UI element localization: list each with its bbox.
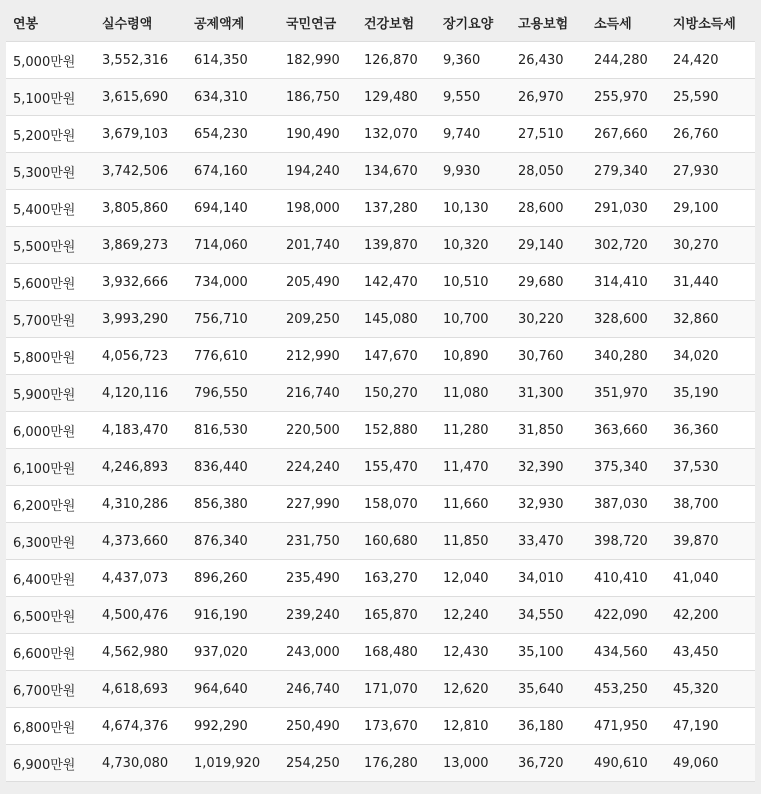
cell-net-pay: 3,869,273: [95, 227, 187, 264]
cell-annual-salary: 5,200만원: [6, 116, 95, 153]
cell-local-income-tax: 41,040: [666, 560, 755, 597]
cell-national-pension: 198,000: [279, 190, 357, 227]
cell-employment-insurance: 28,050: [511, 153, 587, 190]
cell-employment-insurance: 29,140: [511, 227, 587, 264]
cell-income-tax: 490,610: [587, 745, 666, 782]
cell-total-deduction: 856,380: [187, 486, 279, 523]
cell-annual-salary: 6,600만원: [6, 634, 95, 671]
table-row: [6, 708, 755, 745]
cell-total-deduction: 992,290: [187, 708, 279, 745]
cell-long-term-care: 11,660: [436, 486, 511, 523]
cell-income-tax: 351,970: [587, 375, 666, 412]
table-row: [6, 745, 755, 782]
cell-total-deduction: 916,190: [187, 597, 279, 634]
cell-long-term-care: 11,080: [436, 375, 511, 412]
cell-net-pay: 4,437,073: [95, 560, 187, 597]
table-row: [6, 412, 755, 449]
cell-net-pay: 3,993,290: [95, 301, 187, 338]
cell-national-pension: 246,740: [279, 671, 357, 708]
cell-net-pay: 4,183,470: [95, 412, 187, 449]
cell-national-pension: 254,250: [279, 745, 357, 782]
cell-employment-insurance: 26,430: [511, 42, 587, 79]
cell-net-pay: 4,562,980: [95, 634, 187, 671]
cell-long-term-care: 11,470: [436, 449, 511, 486]
cell-local-income-tax: 35,190: [666, 375, 755, 412]
cell-health-insurance: 155,470: [357, 449, 436, 486]
cell-national-pension: 220,500: [279, 412, 357, 449]
cell-income-tax: 302,720: [587, 227, 666, 264]
table-row: [6, 79, 755, 116]
cell-local-income-tax: 39,870: [666, 523, 755, 560]
cell-long-term-care: 11,280: [436, 412, 511, 449]
cell-total-deduction: 896,260: [187, 560, 279, 597]
cell-employment-insurance: 26,970: [511, 79, 587, 116]
cell-employment-insurance: 28,600: [511, 190, 587, 227]
cell-annual-salary: 6,100만원: [6, 449, 95, 486]
cell-total-deduction: 734,000: [187, 264, 279, 301]
cell-health-insurance: 132,070: [357, 116, 436, 153]
cell-income-tax: 340,280: [587, 338, 666, 375]
cell-national-pension: 209,250: [279, 301, 357, 338]
column-header-local-income-tax: 지방소득세: [666, 4, 755, 42]
cell-long-term-care: 11,850: [436, 523, 511, 560]
cell-long-term-care: 10,320: [436, 227, 511, 264]
table-row: [6, 634, 755, 671]
table-row: [6, 671, 755, 708]
cell-annual-salary: 5,700만원: [6, 301, 95, 338]
cell-local-income-tax: 45,320: [666, 671, 755, 708]
cell-income-tax: 410,410: [587, 560, 666, 597]
cell-employment-insurance: 32,930: [511, 486, 587, 523]
cell-net-pay: 3,552,316: [95, 42, 187, 79]
cell-income-tax: 453,250: [587, 671, 666, 708]
cell-national-pension: 227,990: [279, 486, 357, 523]
cell-health-insurance: 126,870: [357, 42, 436, 79]
cell-income-tax: 279,340: [587, 153, 666, 190]
cell-local-income-tax: 34,020: [666, 338, 755, 375]
cell-net-pay: 4,730,080: [95, 745, 187, 782]
cell-income-tax: 375,340: [587, 449, 666, 486]
cell-total-deduction: 776,610: [187, 338, 279, 375]
cell-national-pension: 231,750: [279, 523, 357, 560]
cell-total-deduction: 836,440: [187, 449, 279, 486]
cell-long-term-care: 9,930: [436, 153, 511, 190]
table-body: [6, 42, 755, 782]
cell-national-pension: 194,240: [279, 153, 357, 190]
cell-net-pay: 4,310,286: [95, 486, 187, 523]
cell-net-pay: 3,805,860: [95, 190, 187, 227]
cell-national-pension: 201,740: [279, 227, 357, 264]
cell-total-deduction: 937,020: [187, 634, 279, 671]
cell-annual-salary: 5,000만원: [6, 42, 95, 79]
cell-local-income-tax: 31,440: [666, 264, 755, 301]
cell-net-pay: 4,674,376: [95, 708, 187, 745]
cell-long-term-care: 9,360: [436, 42, 511, 79]
table-row: [6, 523, 755, 560]
cell-long-term-care: 13,000: [436, 745, 511, 782]
cell-total-deduction: 714,060: [187, 227, 279, 264]
cell-health-insurance: 160,680: [357, 523, 436, 560]
column-header-long-term-care: 장기요양: [436, 4, 511, 42]
cell-annual-salary: 6,400만원: [6, 560, 95, 597]
cell-income-tax: 267,660: [587, 116, 666, 153]
column-header-national-pension: 국민연금: [279, 4, 357, 42]
cell-national-pension: 250,490: [279, 708, 357, 745]
cell-long-term-care: 10,130: [436, 190, 511, 227]
cell-health-insurance: 173,670: [357, 708, 436, 745]
cell-health-insurance: 150,270: [357, 375, 436, 412]
table-row: [6, 560, 755, 597]
cell-employment-insurance: 31,300: [511, 375, 587, 412]
cell-total-deduction: 1,019,920: [187, 745, 279, 782]
cell-income-tax: 471,950: [587, 708, 666, 745]
cell-national-pension: 224,240: [279, 449, 357, 486]
cell-total-deduction: 796,550: [187, 375, 279, 412]
cell-local-income-tax: 27,930: [666, 153, 755, 190]
cell-national-pension: 190,490: [279, 116, 357, 153]
table-row: [6, 264, 755, 301]
table-row: [6, 338, 755, 375]
cell-net-pay: 4,056,723: [95, 338, 187, 375]
column-header-employment-insurance: 고용보험: [511, 4, 587, 42]
cell-long-term-care: 10,510: [436, 264, 511, 301]
cell-annual-salary: 6,700만원: [6, 671, 95, 708]
table-row: [6, 597, 755, 634]
cell-total-deduction: 964,640: [187, 671, 279, 708]
cell-health-insurance: 137,280: [357, 190, 436, 227]
cell-national-pension: 216,740: [279, 375, 357, 412]
cell-annual-salary: 5,100만원: [6, 79, 95, 116]
cell-long-term-care: 12,810: [436, 708, 511, 745]
cell-net-pay: 4,500,476: [95, 597, 187, 634]
cell-local-income-tax: 37,530: [666, 449, 755, 486]
cell-local-income-tax: 43,450: [666, 634, 755, 671]
cell-long-term-care: 10,700: [436, 301, 511, 338]
cell-annual-salary: 6,300만원: [6, 523, 95, 560]
cell-health-insurance: 139,870: [357, 227, 436, 264]
cell-income-tax: 314,410: [587, 264, 666, 301]
cell-annual-salary: 6,000만원: [6, 412, 95, 449]
cell-health-insurance: 134,670: [357, 153, 436, 190]
cell-health-insurance: 171,070: [357, 671, 436, 708]
cell-long-term-care: 9,550: [436, 79, 511, 116]
column-header-annual-salary: 연봉: [6, 4, 95, 42]
cell-annual-salary: 5,300만원: [6, 153, 95, 190]
cell-health-insurance: 142,470: [357, 264, 436, 301]
cell-net-pay: 3,615,690: [95, 79, 187, 116]
cell-employment-insurance: 31,850: [511, 412, 587, 449]
cell-employment-insurance: 36,720: [511, 745, 587, 782]
cell-income-tax: 387,030: [587, 486, 666, 523]
cell-local-income-tax: 25,590: [666, 79, 755, 116]
cell-income-tax: 398,720: [587, 523, 666, 560]
cell-income-tax: 255,970: [587, 79, 666, 116]
cell-local-income-tax: 29,100: [666, 190, 755, 227]
cell-net-pay: 4,373,660: [95, 523, 187, 560]
cell-health-insurance: 176,280: [357, 745, 436, 782]
cell-income-tax: 328,600: [587, 301, 666, 338]
cell-local-income-tax: 30,270: [666, 227, 755, 264]
cell-annual-salary: 5,500만원: [6, 227, 95, 264]
cell-employment-insurance: 29,680: [511, 264, 587, 301]
cell-employment-insurance: 30,220: [511, 301, 587, 338]
cell-total-deduction: 876,340: [187, 523, 279, 560]
cell-net-pay: 3,679,103: [95, 116, 187, 153]
cell-annual-salary: 5,800만원: [6, 338, 95, 375]
cell-total-deduction: 614,350: [187, 42, 279, 79]
table-header: [6, 4, 755, 42]
cell-annual-salary: 6,500만원: [6, 597, 95, 634]
table-row: [6, 153, 755, 190]
cell-employment-insurance: 33,470: [511, 523, 587, 560]
cell-annual-salary: 5,900만원: [6, 375, 95, 412]
salary-table-container: [6, 4, 755, 782]
column-header-net-pay: 실수령액: [95, 4, 187, 42]
cell-local-income-tax: 47,190: [666, 708, 755, 745]
cell-total-deduction: 816,530: [187, 412, 279, 449]
cell-local-income-tax: 38,700: [666, 486, 755, 523]
table-row: [6, 375, 755, 412]
cell-long-term-care: 12,620: [436, 671, 511, 708]
cell-annual-salary: 6,200만원: [6, 486, 95, 523]
cell-national-pension: 182,990: [279, 42, 357, 79]
cell-annual-salary: 5,400만원: [6, 190, 95, 227]
cell-long-term-care: 9,740: [436, 116, 511, 153]
cell-income-tax: 422,090: [587, 597, 666, 634]
cell-national-pension: 205,490: [279, 264, 357, 301]
cell-health-insurance: 168,480: [357, 634, 436, 671]
cell-employment-insurance: 36,180: [511, 708, 587, 745]
cell-health-insurance: 152,880: [357, 412, 436, 449]
cell-total-deduction: 674,160: [187, 153, 279, 190]
cell-income-tax: 363,660: [587, 412, 666, 449]
cell-annual-salary: 6,900만원: [6, 745, 95, 782]
cell-annual-salary: 5,600만원: [6, 264, 95, 301]
cell-total-deduction: 756,710: [187, 301, 279, 338]
cell-long-term-care: 12,430: [436, 634, 511, 671]
cell-national-pension: 239,240: [279, 597, 357, 634]
cell-net-pay: 3,932,666: [95, 264, 187, 301]
cell-local-income-tax: 42,200: [666, 597, 755, 634]
table-row: [6, 116, 755, 153]
cell-national-pension: 186,750: [279, 79, 357, 116]
cell-national-pension: 235,490: [279, 560, 357, 597]
cell-total-deduction: 634,310: [187, 79, 279, 116]
cell-local-income-tax: 36,360: [666, 412, 755, 449]
table-row: [6, 190, 755, 227]
cell-net-pay: 4,120,116: [95, 375, 187, 412]
table-row: [6, 227, 755, 264]
cell-local-income-tax: 24,420: [666, 42, 755, 79]
cell-income-tax: 434,560: [587, 634, 666, 671]
cell-health-insurance: 129,480: [357, 79, 436, 116]
cell-total-deduction: 694,140: [187, 190, 279, 227]
cell-net-pay: 4,246,893: [95, 449, 187, 486]
cell-income-tax: 244,280: [587, 42, 666, 79]
column-header-total-deduction: 공제액계: [187, 4, 279, 42]
cell-health-insurance: 165,870: [357, 597, 436, 634]
cell-health-insurance: 158,070: [357, 486, 436, 523]
cell-net-pay: 4,618,693: [95, 671, 187, 708]
cell-employment-insurance: 27,510: [511, 116, 587, 153]
column-header-health-insurance: 건강보험: [357, 4, 436, 42]
table-row: [6, 42, 755, 79]
cell-employment-insurance: 30,760: [511, 338, 587, 375]
cell-health-insurance: 145,080: [357, 301, 436, 338]
cell-long-term-care: 12,040: [436, 560, 511, 597]
cell-health-insurance: 147,670: [357, 338, 436, 375]
cell-employment-insurance: 35,640: [511, 671, 587, 708]
header-row: [6, 4, 755, 42]
column-header-income-tax: 소득세: [587, 4, 666, 42]
cell-employment-insurance: 34,010: [511, 560, 587, 597]
salary-table: [6, 4, 755, 782]
cell-employment-insurance: 35,100: [511, 634, 587, 671]
cell-local-income-tax: 49,060: [666, 745, 755, 782]
cell-national-pension: 243,000: [279, 634, 357, 671]
cell-total-deduction: 654,230: [187, 116, 279, 153]
cell-national-pension: 212,990: [279, 338, 357, 375]
table-row: [6, 301, 755, 338]
cell-employment-insurance: 32,390: [511, 449, 587, 486]
cell-annual-salary: 6,800만원: [6, 708, 95, 745]
cell-health-insurance: 163,270: [357, 560, 436, 597]
table-row: [6, 449, 755, 486]
cell-long-term-care: 10,890: [436, 338, 511, 375]
cell-long-term-care: 12,240: [436, 597, 511, 634]
cell-income-tax: 291,030: [587, 190, 666, 227]
cell-employment-insurance: 34,550: [511, 597, 587, 634]
cell-net-pay: 3,742,506: [95, 153, 187, 190]
table-row: [6, 486, 755, 523]
cell-local-income-tax: 32,860: [666, 301, 755, 338]
cell-local-income-tax: 26,760: [666, 116, 755, 153]
